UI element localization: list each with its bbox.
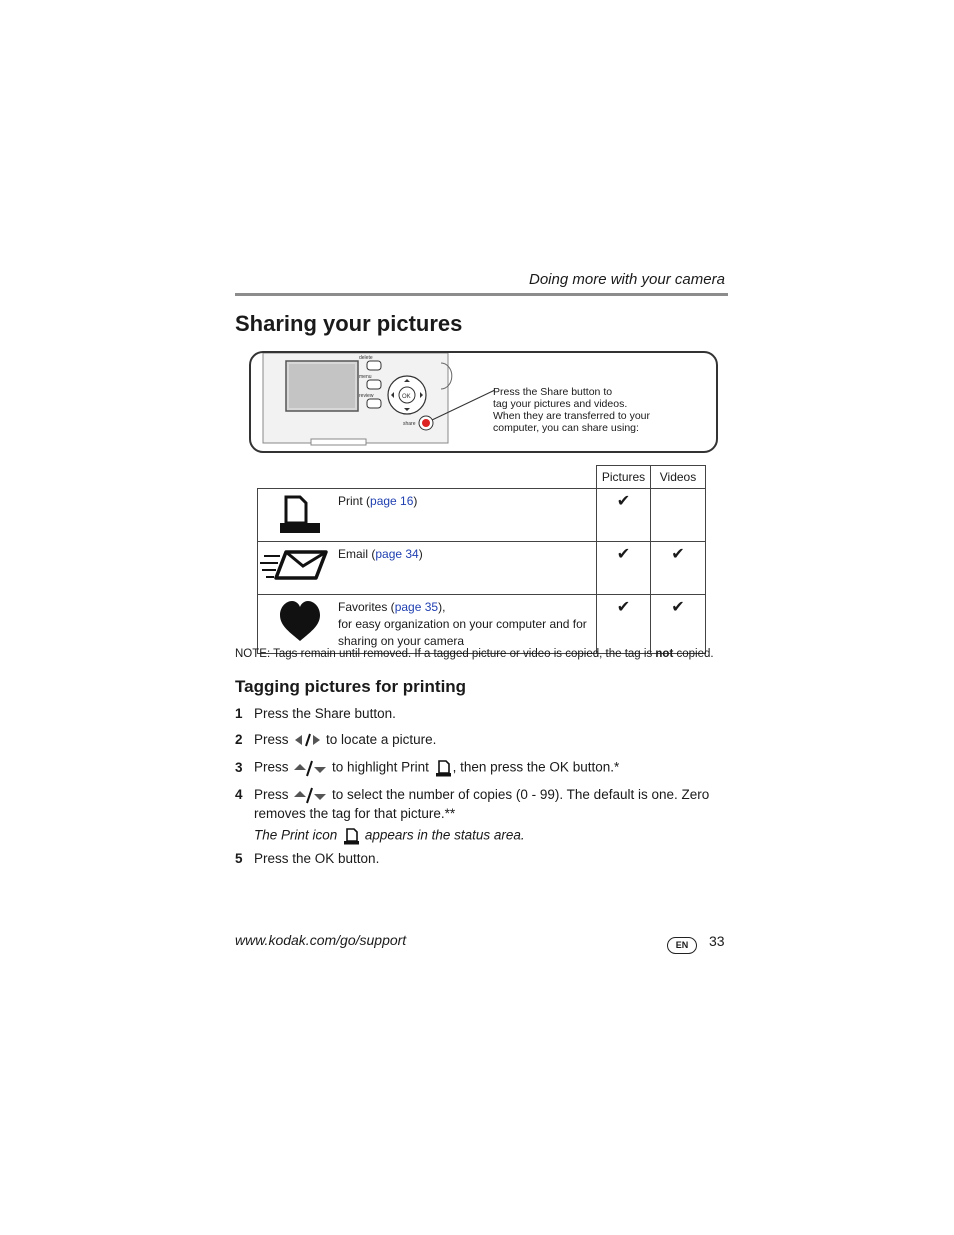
page-link[interactable]: page 16 [370,494,414,508]
step-4: 4 Press to select the number of copies (0 - 99). The default is one. Zero removes the tag for that picture.** [235,787,710,822]
delete-label: delete [359,355,373,361]
share-label: share [403,421,416,427]
step-2: 2 Press to locate a picture. [235,732,437,747]
note-text: NOTE: Tags remain until removed. If a tagged picture or video is copied, the tag is not copied. [235,648,714,660]
videos-header: Videos [651,466,706,489]
pictures-header: Pictures [597,466,651,489]
up-down-arrows-icon [292,759,328,777]
pictures-check: ✔ [597,595,651,654]
up-down-arrows-icon [292,786,328,804]
menu-label: menu [359,374,372,380]
left-right-arrows-icon [292,732,322,748]
videos-check: ✔ [651,595,706,654]
running-header: Doing more with your camera [529,271,725,288]
share-callout: Press the Share button to tag your pictures and videos. When they are transferred to your computer, you can share using: [493,386,650,434]
sharing-options-table [257,465,706,654]
language-badge: EN [667,937,697,954]
heart-icon [258,595,336,650]
page-link[interactable]: page 34 [375,547,419,561]
step-3: 3 Press to highlight Print , then press the OK button.* [235,759,619,777]
step-5: 5 Press the OK button. [235,851,380,866]
videos-check: ✔ [651,542,706,595]
pictures-check: ✔ [597,542,651,595]
page-title: Sharing your pictures [235,311,463,336]
table-row: Favorites (page 35), for easy organization on your computer and for sharing on your camera ✔ ✔ [258,595,706,654]
table-row: Email (page 34) ✔ ✔ [258,542,706,595]
email-icon [258,542,336,591]
ok-label: OK [402,394,411,400]
header-rule [235,293,728,296]
step-1: 1 Press the Share button. [235,706,396,721]
page-number: 33 [709,933,725,949]
review-label: review [359,393,374,399]
subsection-title: Tagging pictures for printing [235,677,467,696]
support-url[interactable]: www.kodak.com/go/support [235,932,407,948]
page-link[interactable]: page 35 [394,600,439,614]
videos-check [651,489,706,542]
pictures-check: ✔ [597,489,651,542]
printer-icon [258,489,336,538]
table-row: Print (page 16) ✔ [258,489,706,542]
print-icon-note: The Print icon appears in the status area. [254,827,525,845]
print-icon [341,827,361,845]
print-icon [433,759,453,777]
